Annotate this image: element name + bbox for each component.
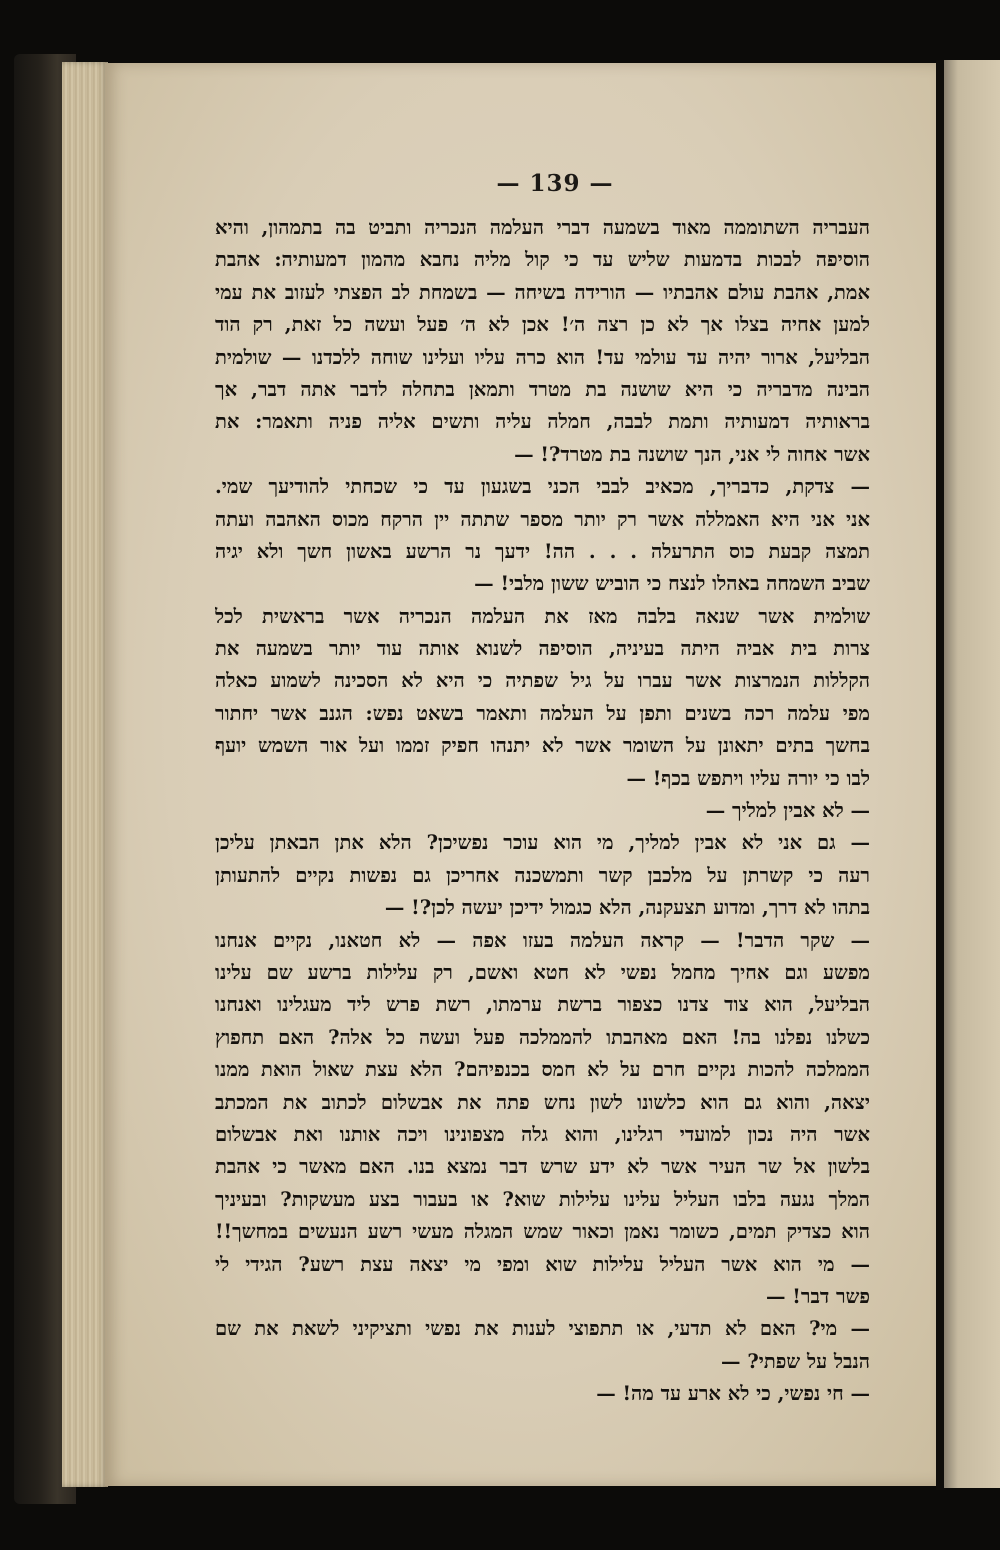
text-line: מפי עלמה רכה בשנים ותפן על העלמה ותאמר בשאט נפש: הגנב אשר יחתור [215,701,870,725]
text-line: אשר היה נכון למועדי רגלינו, והוא גלה מצפונינו ויכה אותנו ואת אבשלום [215,1122,870,1146]
text-line: — גם אני לא אבין למליך, מי הוא עוכר נפשיכן? הלא אתן הבאתן עליכן [215,831,870,855]
text-line: הבליעל, הוא צוד צדנו כצפור ברשת ערמתו, רשת פרש ליד מעגלינו ואנחנו [215,993,870,1017]
text-line: המלך נגעה בלבו העליל עלינו עלילות שוא? או בעבור בצע מעשקות? ובעיניך [215,1187,870,1211]
page-text [215,212,870,1410]
text-line: יצאה, והוא גם הוא כלשונו לשון נחש פתה את אבשלום לכתוב את המכתב [215,1090,870,1114]
text-line: אמת, אהבת עולם אהבתיו — הורידה בשיחה — בשמחת לב הפצתי לעזוב את עמי [215,280,870,304]
text-line: — לא אבין למליך — [705,799,870,823]
text-line: לבו כי יורה עליו ויתפש בכף! — [626,766,870,790]
text-line: שולמית אשר שנאה בלבה מאז את העלמה הנכריה אשר בראשית לכל [215,604,870,628]
text-line: בחשך בתים יתאונן על השומר אשר לא יתנהו חפיק זממו ועל אור השמש יועף [215,734,870,758]
text-line: — מי? האם לא תדעי, או תתפוצי לענות את נפשי ותציקיני לשאת את שם [215,1317,870,1341]
text-line: — חי נפשי, כי לא ארע עד מה! — [596,1382,870,1406]
text-line: הבינה מדבריה כי היא שושנה בת מטרד ותמאן בתחלה לדבר אתה דבר, אך [215,377,870,401]
text-line: הבליעל, ארור יהיה עד עולמי עד! הוא כרה עליו ועלינו שוחה ללכדנו — שולמית [215,345,870,369]
text-line: פשר דבר! — [766,1284,870,1308]
text-line: שביב השמחה באהלו לנצח כי הוביש ששון מלבי! — [474,572,870,596]
text-line: הקללות הנמרצות אשר עברו על גיל שפתיה כי היא לא הסכינה לשמוע כאלה [215,669,870,693]
text-line: בתהו לא דרך, ומדוע תצעקנה, הלא כגמול ידיכן יעשה לכן?! — [384,896,870,920]
next-page-edge [944,60,1000,1488]
text-line: בלשון אל שר העיר אשר לא ידע שרש דבר נמצא בנו. האם מאשר כי אהבת [215,1155,870,1179]
text-line: בראותיה דמעותיה ותמת לבבה, חמלה עליה ותשים אליה פניה ותאמר: את [215,410,870,434]
text-line: הוא כצדיק תמים, כשומר נאמן וכאור שמש המגלה מעשי רשע הנעשים במחשך!! [215,1220,870,1244]
text-line: הנבל על שפתי? — [721,1349,870,1373]
text-line: אני אני היא האמללה אשר רק יותר מספר שתתה יין הרקח מכוס האהבה ועתה [215,507,870,531]
text-line: — שקר הדבר! — קראה העלמה בעזו אפה — לא חטאנו, נקיים אנחנו [215,928,870,952]
text-line: — צדקת, כדבריך, מכאיב לבבי הכני בשגעון עד כי שכחתי להודיעך שמי. [215,475,870,499]
page-number: — 139 — [496,170,614,197]
text-line: כשלנו נפלנו בה! האם מאהבתו להממלכה פעל ועשה כל אלה? האם תחפוץ [215,1025,870,1049]
page-edges [62,62,108,1487]
text-line: למען אחיה בצלו אך לא כן רצה ה׳! אכן לא ה׳ פעל ועשה כל זאת, רק הוד [215,313,870,337]
text-line: צרות בית אביה היתה בעיניה, הוסיפה לשנוא אותה עוד יותר בשמעה את [215,637,870,661]
text-line: רעה כי קשרתן על מלכבן קשר ותמשכנה אחריכן גם נפשות נקיים להתעותן [215,863,870,887]
text-line: מפשע וגם אחיך מחמל נפשי לא חטא ואשם, רק עלילות ברשע שם עלינו [215,960,870,984]
text-line: הוסיפה לבכות בדמעות שליש עד כי קול מליה נחבא מהמון דמעותיה: אהבת [215,248,870,272]
text-line: — מי הוא אשר העליל עלילות שוא ומפי מי יצאה עצת רשע? הגידי לי [215,1252,870,1276]
text-line: תמצה קבעת כוס התרעלה . . . הה! ידעך נר הרשע באשון חשך ולא יגיה [215,539,870,563]
text-line: הממלכה להכות נקיים חרם על לא חמס בכנפיהם? הלא עצת שאול הואת ממנו [215,1058,870,1082]
text-line: העבריה השתוממה מאוד בשמעה דברי העלמה הנכריה ותביט בה בתמהון, והיא [215,216,870,239]
text-line: אשר אחוה לי אני, הנך שושנה בת מטרד?! — [514,442,870,466]
